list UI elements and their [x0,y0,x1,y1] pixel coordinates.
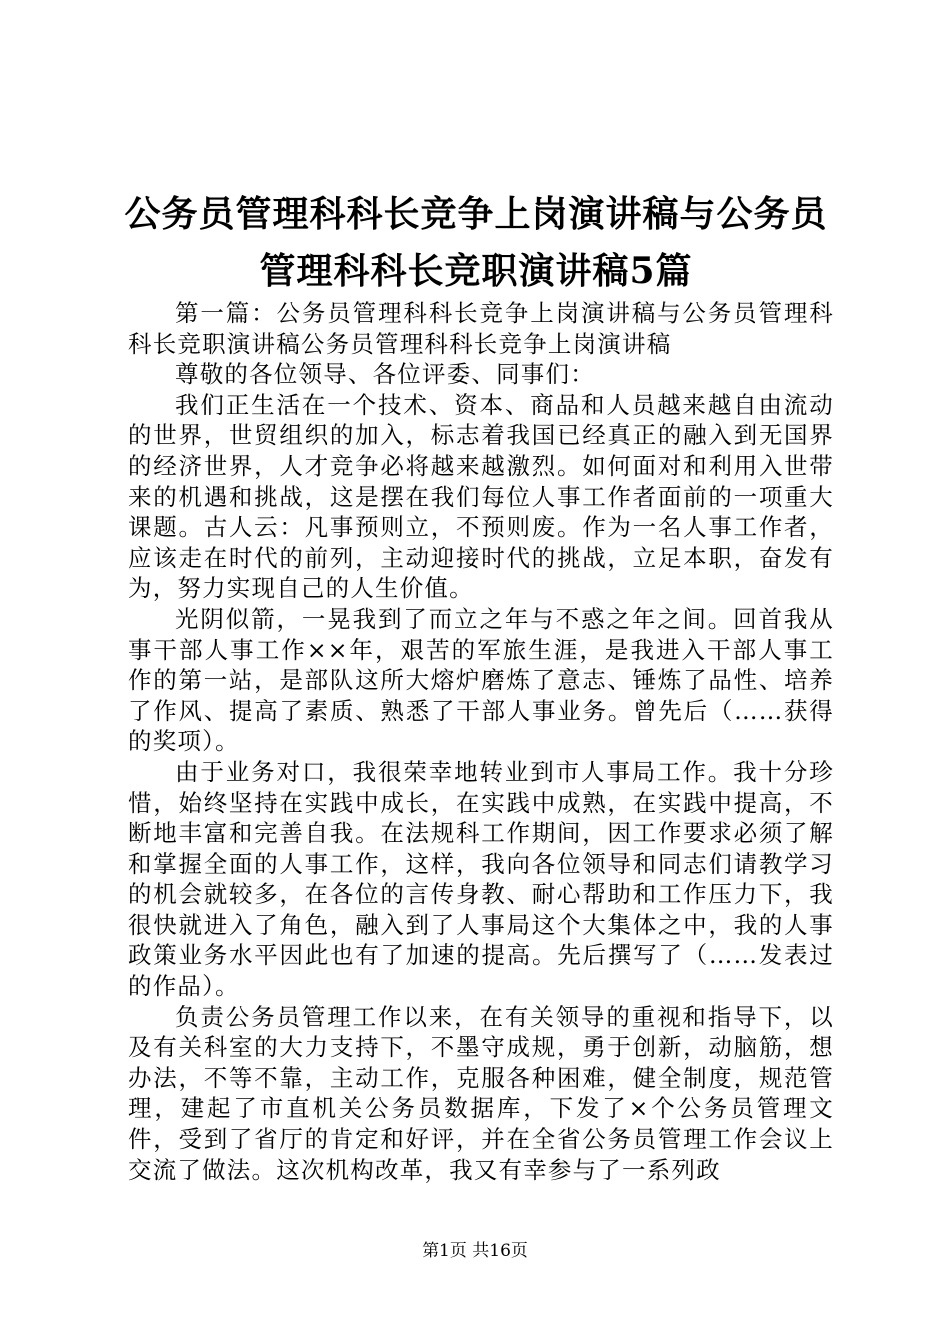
paragraph-3: 我们正生活在一个技术、资本、商品和人员越来越自由流动的世界，世贸组织的加入，标志着我国已经真正的融入到无国界的经济世界，人才竞争必将越来越激烈。如何面对和利用入世带来的机遇和挑战，这是摆在我们每位人事工作者面前的一项重大课题。古人云：凡事预则立，不预则废。作为一名人事工作者，应该走在时代的前列，主动迎接时代的挑战，立足本职，奋发有为，努力实现自己的人生价值。 [128,390,834,603]
paragraph-2: 尊敬的各位领导、各位评委、同事们： [175,360,595,389]
document-title: 公务员管理科科长竞争上岗演讲稿与公务员管理科科长竞职演讲稿5篇 [124,193,828,292]
paragraph-6: 负责公务员管理工作以来，在有关领导的重视和指导下，以及有关科室的大力支持下，不墨守成规，勇于创新，动脑筋，想办法，不等不靠，主动工作，克服各种困难，健全制度，规范管理，建起了市直机关公务员数据库，下发了×个公务员管理文件，受到了省厅的肯定和好评，并在全省公务员管理工作会议上交流了做法。这次机构改革，我又有幸参与了一系列政 [128,1002,834,1184]
paragraph-1: 第一篇：公务员管理科科长竞争上岗演讲稿与公务员管理科科长竞职演讲稿公务员管理科科长竞争上岗演讲稿 [128,299,834,358]
paragraph-4: 光阴似箭，一晃我到了而立之年与不惑之年之间。回首我从事干部人事工作××年，艰苦的军旅生涯，是我进入干部人事工作的第一站，是部队这所大熔炉磨炼了意志、锤炼了品性、培养了作风、提高了素质、熟悉了干部人事业务。曾先后（……获得的奖项）。 [128,604,834,756]
paragraph-5: 由于业务对口，我很荣幸地转业到市人事局工作。我十分珍惜，始终坚持在实践中成长，在实践中成熟，在实践中提高，不断地丰富和完善自我。在法规科工作期间，因工作要求必须了解和掌握全面的人事工作，这样，我向各位领导和同志们请教学习的机会就较多，在各位的言传身教、耐心帮助和工作压力下，我很快就进入了角色，融入到了人事局这个大集体之中，我的人事政策业务水平因此也有了加速的提高。先后撰写了（……发表过的作品）。 [128,757,834,1001]
page-footer: 第1页 共16页 [422,1241,528,1261]
document-body [128,298,834,1185]
